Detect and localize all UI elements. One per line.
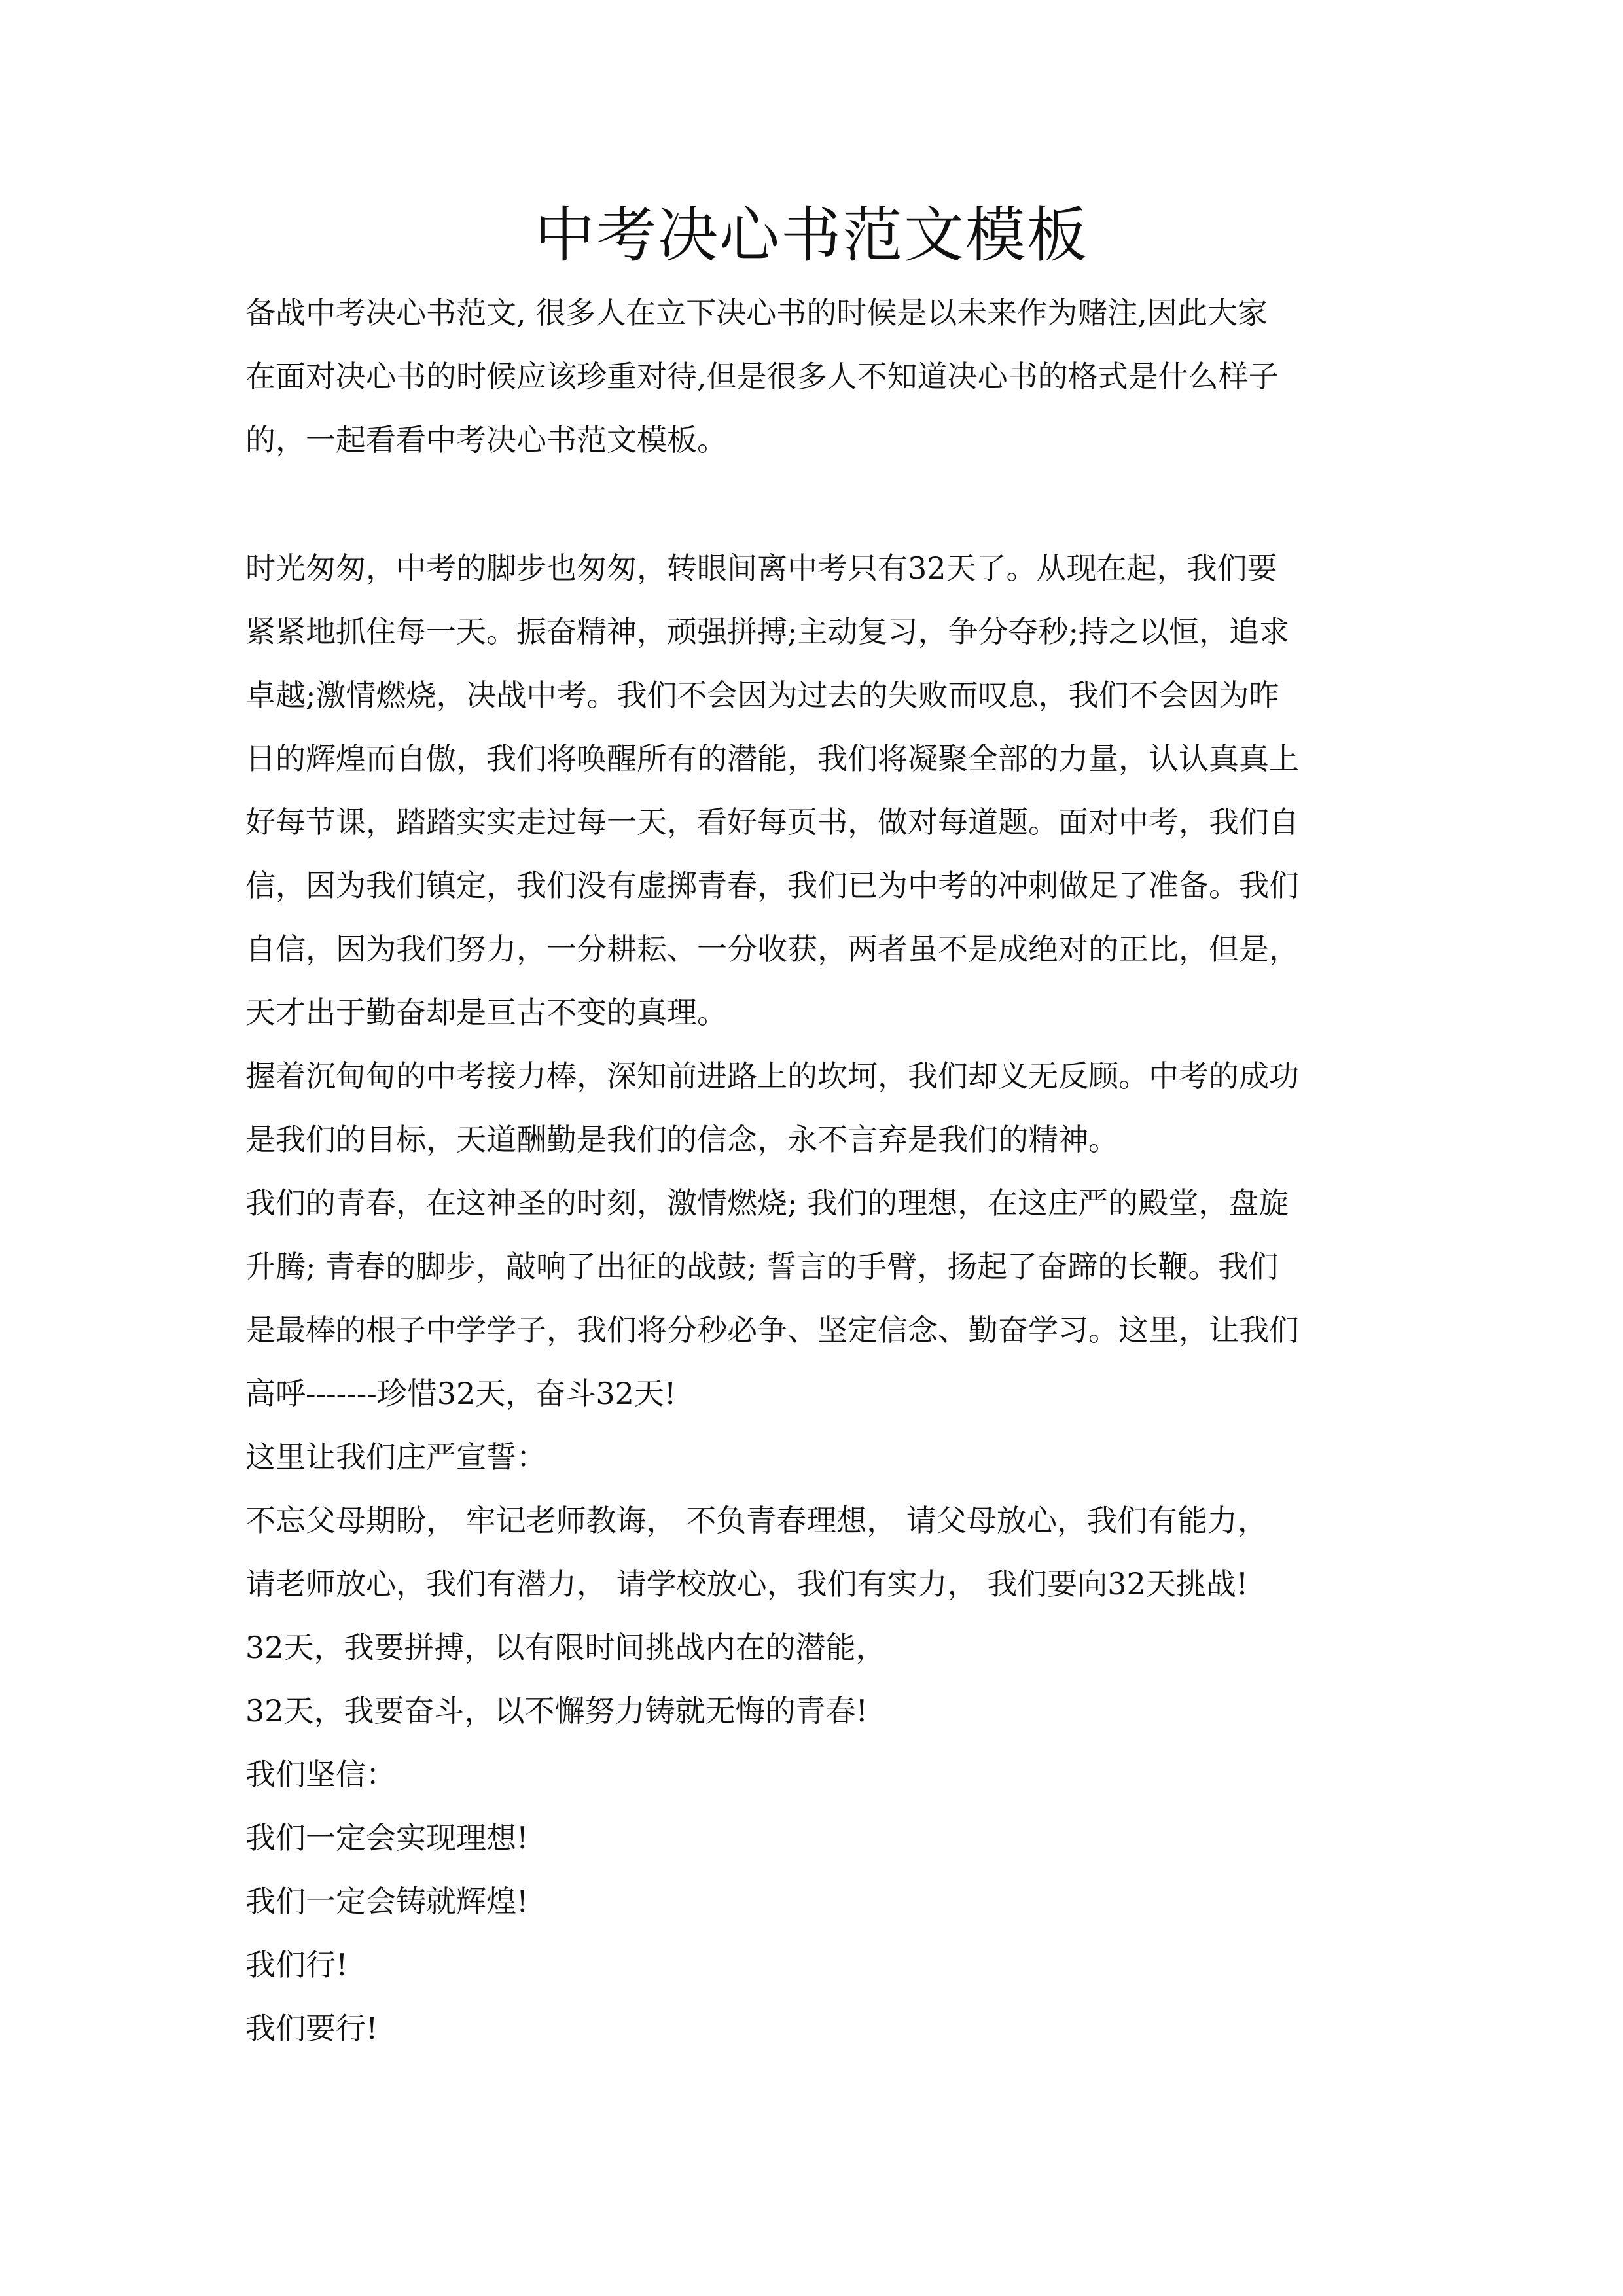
body-line: 紧紧地抓住每一天。振奋精神，顽强拼搏;主动复习，争分夺秒;持之以恒，追求	[245, 614, 1289, 649]
body-line: 请老师放心，我们有潜力， 请学校放心，我们有实力， 我们要向32天挑战!	[245, 1566, 1249, 1602]
body-line: 我们一定会铸就辉煌!	[245, 1884, 529, 1919]
body-line: 信，因为我们镇定，我们没有虚掷青春，我们已为中考的冲刺做足了准备。我们	[245, 868, 1299, 903]
body-line: 是最棒的根子中学学子，我们将分秒必争、坚定信念、勤奋学习。这里，让我们	[245, 1312, 1299, 1348]
body-line: 32天，我要拼搏，以有限时间挑战内在的潜能，	[245, 1630, 886, 1665]
intro-line: 的，一起看看中考决心书范文模板。	[245, 422, 727, 457]
body-line: 我们要行!	[245, 2011, 378, 2046]
intro-paragraph	[245, 281, 1397, 472]
intro-line: 备战中考决心书范文, 很多人在立下决心书的时候是以未来作为赌注,因此大家	[245, 295, 1268, 331]
body-line: 升腾; 青春的脚步，敲响了出征的战鼓; 誓言的手臂，扬起了奋蹄的长鞭。我们	[245, 1249, 1279, 1284]
body-line: 我们的青春，在这神圣的时刻，激情燃烧; 我们的理想，在这庄严的殿堂，盘旋	[245, 1185, 1289, 1221]
body-line: 我们行!	[245, 1947, 348, 1982]
body-line: 是我们的目标，天道酬勤是我们的信念，永不言弃是我们的精神。	[245, 1122, 1118, 1157]
body-line: 卓越;激情燃烧，决战中考。我们不会因为过去的失败而叹息，我们不会因为昨	[245, 677, 1279, 713]
body-line: 不忘父母期盼， 牢记老师教诲， 不负青春理想， 请父母放心，我们有能力，	[245, 1503, 1268, 1538]
document-title: 中考决心书范文模板	[534, 200, 1088, 270]
body-line: 天才出于勤奋却是亘古不变的真理。	[245, 995, 727, 1030]
body-line: 32天，我要奋斗，以不懈努力铸就无悔的青春!	[245, 1693, 868, 1729]
body-line: 高呼-------珍惜32天，奋斗32天!	[245, 1376, 677, 1411]
body-line: 自信，因为我们努力，一分耕耘、一分收获，两者虽不是成绝对的正比，但是，	[245, 931, 1299, 967]
body-line: 我们坚信：	[245, 1757, 396, 1792]
body-line: 这里让我们庄严宣誓：	[245, 1439, 546, 1475]
intro-line: 在面对决心书的时候应该珍重对待,但是很多人不知道决心书的格式是什么样子	[245, 359, 1279, 394]
body-line: 握着沉甸甸的中考接力棒，深知前进路上的坎坷，我们却义无反顾。中考的成功	[245, 1058, 1299, 1094]
body-line: 时光匆匆，中考的脚步也匆匆，转眼间离中考只有32天了。从现在起，我们要	[245, 550, 1277, 586]
body-line: 好每节课，踏踏实实走过每一天，看好每页书，做对每道题。面对中考，我们自	[245, 804, 1299, 840]
body-line: 我们一定会实现理想!	[245, 1820, 529, 1856]
body-line: 日的辉煌而自傲，我们将唤醒所有的潜能，我们将凝聚全部的力量，认认真真上	[245, 741, 1299, 776]
body-text	[245, 537, 1397, 2060]
